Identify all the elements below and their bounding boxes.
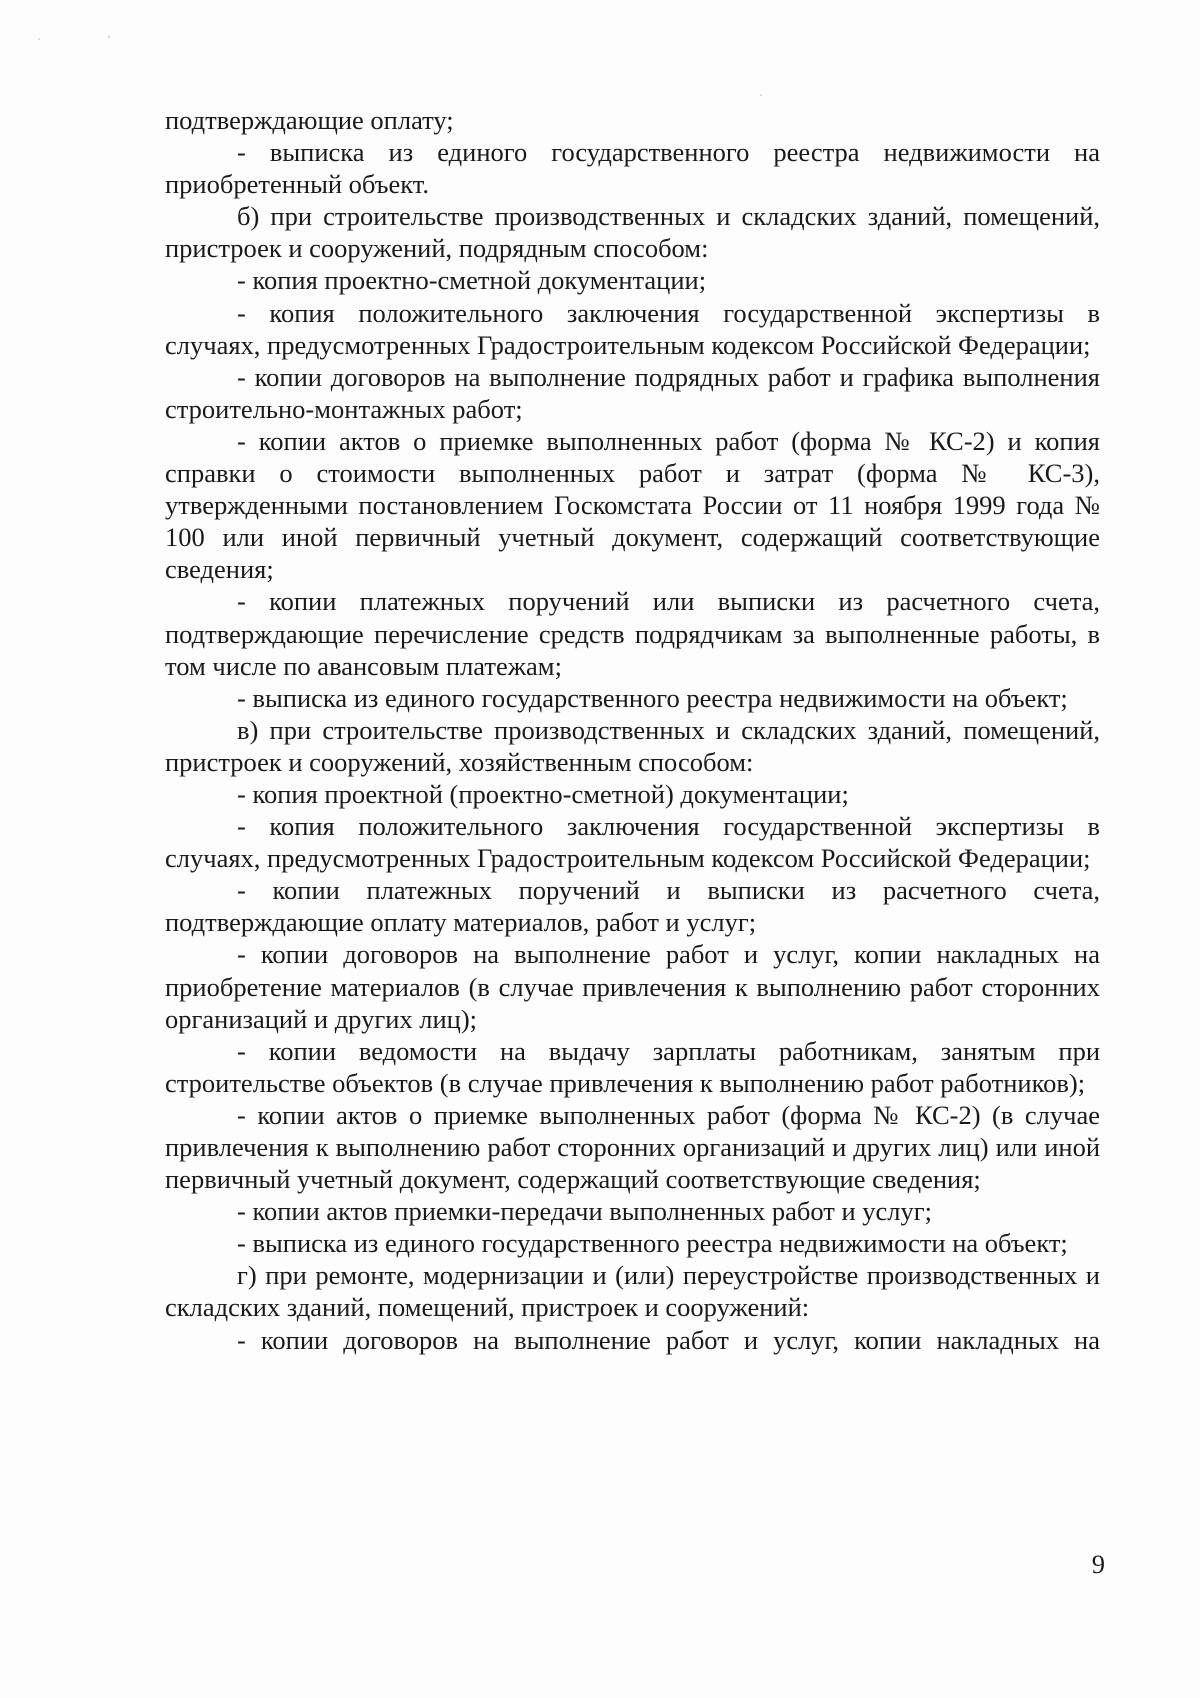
paragraph: подтверждающие оплату;: [165, 105, 454, 135]
paragraph: б) при строительстве производственных и складских зданий, помещений, пристроек и сооружений, подрядным способом:: [165, 201, 1100, 264]
paragraph: - выписка из единого государственного реестра недвижимости на объект;: [237, 682, 1068, 713]
paragraph: - копия проектно-сметной документации;: [237, 265, 707, 296]
scan-speck: [760, 94, 762, 96]
paragraph: - копии договоров на выполнение работ и услуг, копии накладных на приобретение материалов (в случае привлечения к выполнению работ сторонних организаций и других лиц);: [165, 939, 1100, 1034]
scan-speck: [38, 38, 40, 40]
paragraph: - выписка из единого государственного реестра недвижимости на объект;: [237, 1228, 1068, 1259]
paragraph: - копии платежных поручений и выписки из расчетного счета, подтверждающие оплату материалов, работ и услуг;: [165, 875, 1100, 938]
paragraph: - копии договоров на выполнение работ и услуг, копии накладных на: [237, 1324, 1100, 1355]
paragraph: г) при ремонте, модернизации и (или) переустройстве производственных и складских зданий, помещений, пристроек и сооружений:: [165, 1260, 1100, 1323]
paragraph: - выписка из единого государственного реестра недвижимости на приобретенный объект.: [165, 137, 1100, 200]
paragraph: в) при строительстве производственных и складских зданий, помещений, пристроек и сооружений, хозяйственным способом:: [165, 714, 1100, 777]
page-number: 9: [1091, 1549, 1105, 1579]
document-body: [165, 104, 1100, 1356]
paragraph: - копии платежных поручений или выписки из расчетного счета, подтверждающие перечисление средств подрядчикам за выполненные работы, в том числе по авансовым платежам;: [165, 586, 1100, 681]
paragraph: - копии договоров на выполнение подрядных работ и графика выполнения строительно-монтажных работ;: [165, 361, 1100, 424]
paragraph: - копии актов о приемке выполненных работ (форма № КС-2) (в случае привлечения к выполнению работ сторонних организаций и других лиц) или иной первичный учетный документ, содержащий соответствующие сведения;: [165, 1099, 1100, 1195]
paragraph: - копия положительного заключения государственной экспертизы в случаях, предусмотренных Градостроительным кодексом Российской Федерации;: [165, 811, 1100, 874]
paragraph: - копии ведомости на выдачу зарплаты работникам, занятым при строительстве объектов (в случае привлечения к выполнению работ работников);: [165, 1035, 1100, 1098]
paragraph: - копии актов о приемке выполненных работ (форма № КС-2) и копия справки о стоимости выполненных работ и затрат (форма № КС-3), утвержденными постановлением Госкомстата России от 11 ноября 1999 года № 100 или иной первичный учетный документ, содержащий соответствующие сведения;: [165, 425, 1100, 585]
paragraph: - копии актов приемки-передачи выполненных работ и услуг;: [237, 1196, 932, 1227]
scan-speck: [108, 36, 110, 38]
paragraph: - копия проектной (проектно-сметной) документации;: [237, 778, 849, 809]
paragraph: - копия положительного заключения государственной экспертизы в случаях, предусмотренных Градостроительным кодексом Российской Федерации;: [165, 297, 1100, 360]
